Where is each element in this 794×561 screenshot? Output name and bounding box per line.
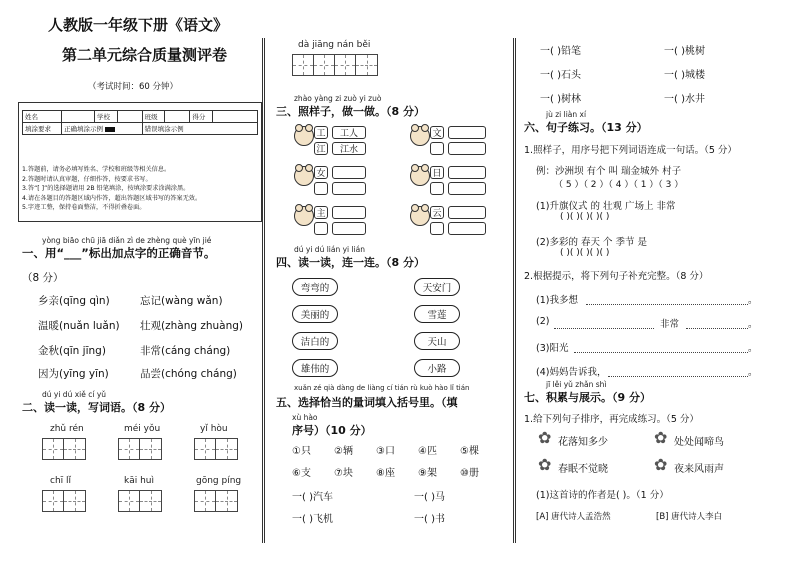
q1-item: 忘记(wàng wǎn): [140, 295, 223, 307]
writing-grid[interactable]: [42, 490, 86, 512]
score-label: 得分: [190, 111, 213, 123]
exam-time: （考试时间：60 分钟）: [88, 82, 179, 92]
writing-grid[interactable]: [118, 490, 162, 512]
answer-box[interactable]: [314, 222, 328, 235]
answer-box[interactable]: [314, 182, 328, 195]
q1-title: 一、用“___”标出加点字的正确音节。: [22, 246, 216, 260]
answer-box[interactable]: [430, 142, 444, 155]
bear-icon: [294, 206, 314, 226]
q3-title: 三、照样子，做一做。（8 分）: [276, 105, 425, 118]
star-icon: ✿: [654, 428, 668, 447]
q4-title: 四、读一读，连一连。（8 分）: [276, 256, 425, 269]
q2-title: 二、读一读，写词语。（8 分）: [22, 401, 171, 414]
bear-icon: [294, 166, 314, 186]
class-label: 班级: [142, 111, 165, 123]
q1-item: 温暖(nuǎn luǎn): [38, 320, 120, 332]
q6-pinyin: jù zi liàn xí: [546, 110, 587, 119]
answer-box[interactable]: [448, 126, 486, 139]
answer-box[interactable]: [430, 182, 444, 195]
word-card[interactable]: 美丽的: [292, 305, 338, 323]
q1-score: （8 分）: [22, 272, 64, 284]
poem-line: 夜来风雨声: [674, 464, 724, 475]
bear-icon: [410, 206, 430, 226]
name-field[interactable]: [62, 111, 95, 123]
q4-pinyin: dú yi dú lián yi lián: [294, 245, 366, 254]
star-icon: ✿: [538, 455, 552, 474]
quantifier-blank[interactable]: 一( )书: [414, 514, 445, 525]
answer-box[interactable]: [332, 222, 366, 235]
q6-sub2: 2.根据提示，将下列句子补充完整。（8 分）: [524, 271, 709, 282]
word-card[interactable]: 弯弯的: [292, 278, 338, 296]
name-label: 姓名: [23, 111, 62, 123]
complete-4: (4)妈妈告诉我，: [536, 367, 607, 378]
quantifier-blank[interactable]: 一( )水井: [664, 94, 705, 105]
quantifier-blank[interactable]: 一( )马: [414, 492, 445, 503]
q5-title: 五、选择恰当的量词填入括号里。（填: [276, 396, 458, 409]
correct-fill-example: 正确填涂示例: [62, 123, 143, 135]
fill-requirement-label: 填涂要求: [23, 123, 62, 135]
q6-example: 例：沙洲坝 有个 叫 瑞金城外 村子: [536, 166, 682, 177]
q6-sentence-2: (2)多彩的 春天 个 季节 是: [536, 237, 648, 248]
bear-icon: [410, 126, 430, 146]
answer-box[interactable]: [448, 166, 486, 179]
q6-title: 六、句子练习。（13 分）: [524, 121, 648, 134]
complete-3: (3)阳光: [536, 343, 569, 354]
q1-item: 品尝(chóng cháng): [140, 368, 237, 380]
poem-line: 处处闻啼鸟: [674, 437, 724, 448]
q6-sentence-1: (1)升旗仪式 的 壮观 广场上 非常: [536, 201, 676, 212]
word-card[interactable]: 雪莲: [414, 305, 460, 323]
writing-grid[interactable]: [292, 54, 378, 76]
quantifier-blank[interactable]: 一( )树林: [540, 94, 581, 105]
quantifier-blank[interactable]: 一( )汽车: [292, 492, 333, 503]
q1-item: 非常(cáng cháng): [140, 345, 231, 357]
q6-blanks[interactable]: ( )( )( )( )( ): [560, 212, 610, 222]
q7-title: 七、积累与展示。（9 分）: [524, 391, 651, 404]
writing-grid[interactable]: [118, 438, 162, 460]
column-divider: [262, 38, 263, 543]
wrong-fill-example: 错误填涂示例: [142, 123, 257, 135]
answer-line[interactable]: [554, 328, 654, 329]
quantifier-blank[interactable]: 一( )城楼: [664, 70, 705, 81]
answer-line[interactable]: [608, 376, 748, 377]
q6-example-nums: （ 5 ）（ 2 ）（ 4 ）（ 1 ）（ 3 ）: [554, 180, 684, 190]
complete-2: (2): [536, 316, 550, 327]
word-card[interactable]: 天山: [414, 332, 460, 350]
answer-box[interactable]: [448, 142, 486, 155]
q1-item: 金秋(qīn jīng): [38, 345, 106, 357]
column-right: 一( )铅笔 一( )桃树 一( )石头 一( )城楼 一( )树林 一( )水井 jù zi liàn xí 六、句子练习。（13 分） 1.照样子，用序号把下列词语连成一句话。（5 分） 例：沙洲坝 有个 叫 瑞金城外 村子 （ 5 ）（ 2 ）（ 4 ）（ 1 ）（ 3 ） (1)升旗仪式 的 壮观 广场上 非常 ( )( )( )( )( ) (2)多彩的 春天 个 季节 是 ( )( )( )( )( ) 2.根据提示，将下列句子补充完整。（8 分） (1)我多想 。 (2) 非常 。 (3)阳光 。 (4)妈妈告诉我， 。 jī lěi yǔ zhǎn shì 七、积累与展示。（9 分） 1.给下列句子排序，再完成练习。（5 分） ✿ 花落知多少 ✿ 处处闻啼鸟 ✿ 春眠不觉晓 ✿ 夜来风雨声 (1)这首诗的作者是( )。（1 分） [A] 唐代诗人孟浩然 [B] 唐代诗人李白: [516, 0, 794, 561]
score-field[interactable]: [213, 111, 258, 123]
q6-blanks[interactable]: ( )( )( )( )( ): [560, 248, 610, 258]
star-icon: ✿: [538, 428, 552, 447]
answer-line[interactable]: [574, 352, 748, 353]
complete-1: (1)我多想: [536, 295, 578, 306]
q1-item: 壮观(zhàng zhuàng): [140, 320, 244, 332]
quantifier-blank[interactable]: 一( )飞机: [292, 514, 333, 525]
q7-pinyin: jī lěi yǔ zhǎn shì: [546, 380, 607, 389]
answer-line[interactable]: [686, 328, 748, 329]
star-icon: ✿: [654, 455, 668, 474]
column-middle: dà jiāng nán běi zhào yàng zi zuò yi zuò 三、照样子，做一做。（8 分） 工 工人 江 江水 文 女 日 主 云 dú yi dú lián yi lián 四、读一读，连一连。（8 分） 弯弯的 美丽的 洁白的 雄伟的 天安门 雪莲 天山 小路 xuǎn zé qià dàng de liàng cí tián rù kuò hào lǐ tián 五、选择恰当的量词填入括号里。（填 xù hào 序号）（10 分） ①只 ②辆 ③口 ④匹 ⑤棵 ⑥支 ⑦块 ⑧座 ⑨架 ⑩册 一( )汽车 一( )马 一( )飞机 一( )书: [264, 0, 514, 561]
class-field[interactable]: [165, 111, 190, 123]
poem-line: 春眠不觉晓: [558, 464, 608, 475]
school-label: 学校: [95, 111, 118, 123]
paper-title: 人教版一年级下册《语文》: [48, 16, 229, 34]
q2-pinyin: dú yi dú xiě cí yǔ: [42, 390, 107, 399]
answer-box[interactable]: [332, 166, 366, 179]
quantifier-blank[interactable]: 一( )铅笔: [540, 46, 581, 57]
q5-pinyin2: xù hào: [292, 413, 318, 422]
q7-ask: (1)这首诗的作者是( )。（1 分）: [536, 490, 669, 501]
poem-line: 花落知多少: [558, 437, 608, 448]
top-pinyin: dà jiāng nán běi: [298, 40, 371, 50]
q3-pinyin: zhào yàng zi zuò yi zuò: [294, 94, 382, 103]
q1-item: 乡亲(qīng qìn): [38, 295, 110, 307]
word-card[interactable]: 小路: [414, 359, 460, 377]
option-a[interactable]: [A] 唐代诗人孟浩然: [536, 512, 611, 522]
answer-box[interactable]: [332, 182, 366, 195]
answer-line[interactable]: [586, 304, 748, 305]
q6-sub1: 1.照样子，用序号把下列词语连成一句话。（5 分）: [524, 145, 737, 156]
bear-icon: [410, 166, 430, 186]
answer-box[interactable]: [448, 182, 486, 195]
word-card[interactable]: 天安门: [414, 278, 460, 296]
quantifier-blank[interactable]: 一( )桃树: [664, 46, 705, 57]
column-left: 人教版一年级下册《语文》 第二单元综合质量测评卷 （考试时间：60 分钟） 姓名 学校 班级 得分 填涂要求 正确填涂示例 错误填涂示例 1.答题前，请务必填写姓名、学校和班级等相关信息。 2.答题时请认真审题，仔细作答，按要求书写。 3.答“[ ]”的选择题请用 2B 铅笔填涂，按填涂要求涂满涂黑。 4.请在各题目的答题区域内作答，超出答题区域书写的答案无效。 5.字迹工整，保持卷面整洁，不得折叠卷面。 yòng biāo chū jiā diǎn zì de zhèng què yīn jié 一、用“___”标出加点字的正确音节。 （8 分） 乡亲(qīng qìn) 忘记(wàng wǎn) 温暖(nuǎn luǎn) 壮观(zhàng zhuàng) 金秋(qīn jīng) 非常(cáng cháng) 因为(yīng yīn) 品尝(chóng cháng) dú yi dú xiě cí yǔ 二、读一读，写词语。（8 分） zhǔ rén méi yǒu yǐ hòu chī lǐ kāi huì gōng píng: [0, 0, 262, 561]
answer-box[interactable]: [430, 222, 444, 235]
answer-box[interactable]: [448, 222, 486, 235]
q5-pinyin: xuǎn zé qià dàng de liàng cí tián rù kuò hào lǐ tián: [294, 384, 470, 392]
word-card[interactable]: 雄伟的: [292, 359, 338, 377]
paper-subtitle: 第二单元综合质量测评卷: [62, 46, 228, 64]
writing-grid[interactable]: [194, 438, 238, 460]
quantifier-blank[interactable]: 一( )石头: [540, 70, 581, 81]
answer-box[interactable]: [332, 206, 366, 219]
option-b[interactable]: [B] 唐代诗人李白: [656, 512, 723, 522]
answer-box[interactable]: [448, 206, 486, 219]
info-table: [22, 110, 258, 135]
writing-grid[interactable]: [42, 438, 86, 460]
q5-title2: 序号）（10 分）: [292, 424, 372, 437]
word-card[interactable]: 洁白的: [292, 332, 338, 350]
school-field[interactable]: [117, 111, 142, 123]
bear-icon: [294, 126, 314, 146]
q1-item: 因为(yīng yīn): [38, 368, 109, 380]
notes: 1.答题前，请务必填写姓名、学校和班级等相关信息。 2.答题时请认真审题，仔细作答，按要求书写。 3.答“[ ]”的选择题请用 2B 铅笔填涂，按填涂要求涂满涂黑。 4.请在各题目的答题区域内作答，超出答题区域书写的答案无效。 5.字迹工整，保持卷面整洁，不得折叠卷面。: [22, 166, 202, 211]
q1-pinyin: yòng biāo chū jiā diǎn zì de zhèng què yīn jié: [42, 236, 212, 245]
writing-grid[interactable]: [194, 490, 238, 512]
q7-sub1: 1.给下列句子排序，再完成练习。（5 分）: [524, 414, 699, 425]
